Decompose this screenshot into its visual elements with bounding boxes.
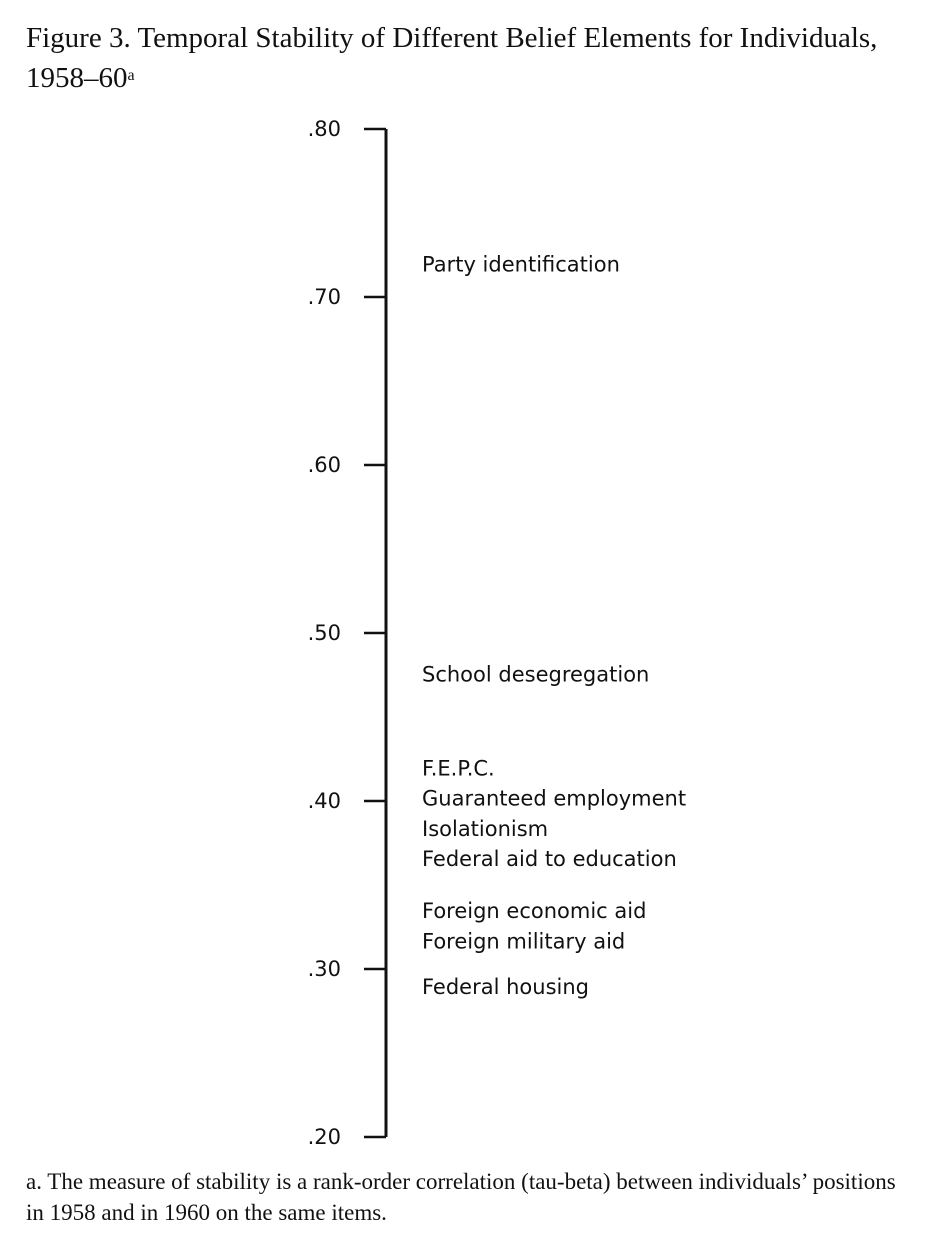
belief-element-label: Isolationism <box>422 816 549 841</box>
tick-label: .60 <box>307 453 341 477</box>
belief-element-label: F.E.P.C. <box>422 756 495 781</box>
belief-element-label: Guaranteed employment <box>422 786 687 811</box>
belief-element-label: Foreign military aid <box>422 929 626 954</box>
tick-label: .50 <box>307 621 341 645</box>
tick-label: .70 <box>307 285 341 309</box>
figure-title-text: Figure 3. Temporal Stability of Different Belief Elements for Individuals, 1958–60 <box>26 22 878 94</box>
tick-label: .20 <box>307 1125 341 1149</box>
belief-element-label: Foreign economic aid <box>422 899 647 924</box>
scale-ticks <box>308 117 386 1149</box>
figure-title-footnote-marker: a <box>127 67 135 84</box>
belief-element-label: Federal aid to education <box>422 847 677 872</box>
belief-element-label: Federal housing <box>422 974 589 999</box>
figure-footnote: a. The measure of stability is a rank-order correlation (tau-beta) between individuals’ positions in 1958 and in 1960 on the same items. <box>26 1169 896 1225</box>
belief-element-label: School desegregation <box>422 662 650 687</box>
tick-label: .30 <box>307 957 341 981</box>
tick-label: .40 <box>307 789 341 813</box>
belief-element-labels <box>422 252 686 998</box>
belief-element-label: Party identification <box>422 252 620 277</box>
tick-label: .80 <box>307 117 341 141</box>
